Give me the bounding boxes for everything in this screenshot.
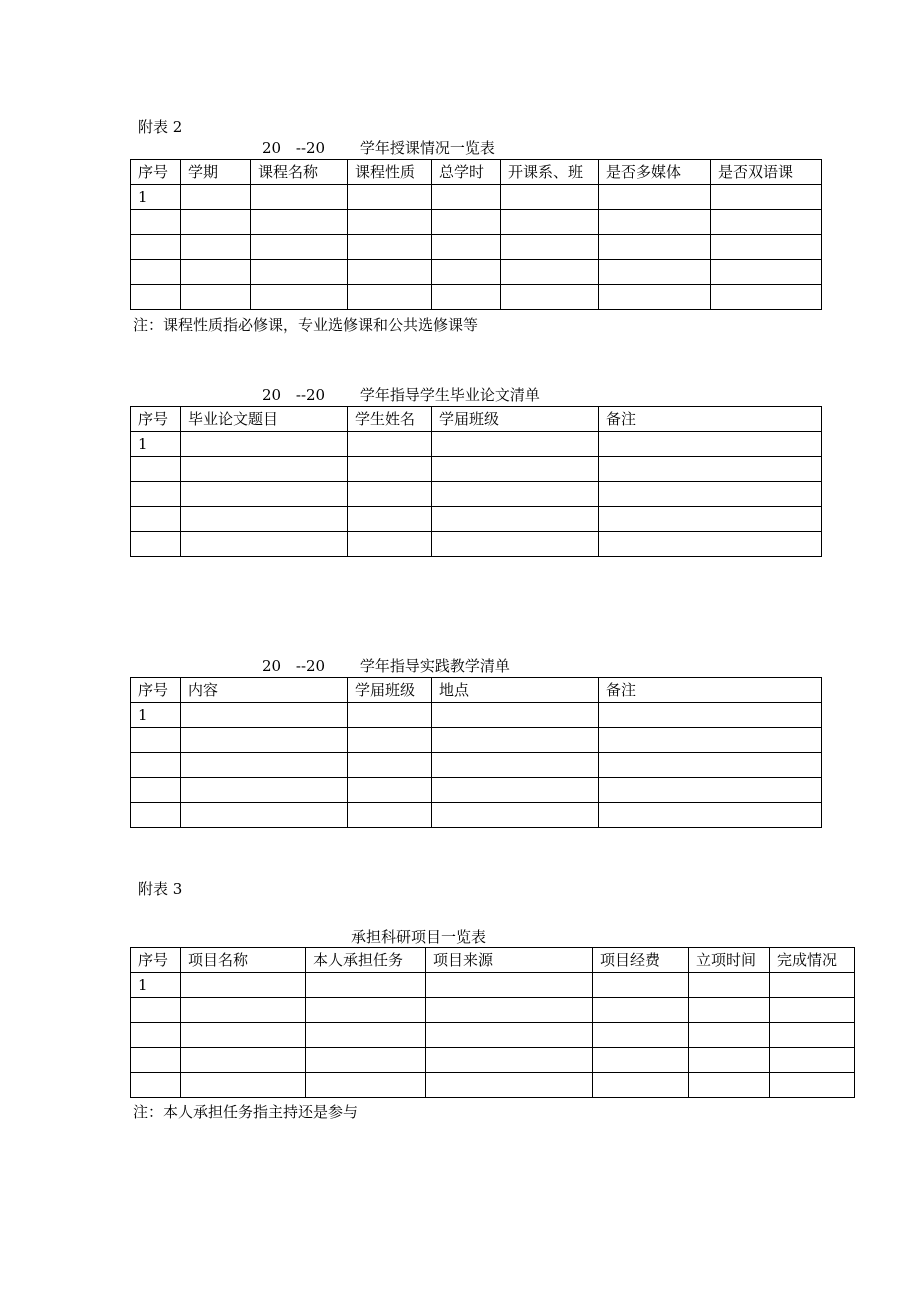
header-cell: 学届班级: [348, 678, 432, 703]
table-cell: [432, 728, 599, 753]
table-cell: [432, 260, 501, 285]
table-row: [131, 728, 822, 753]
table-cell: [770, 1023, 855, 1048]
table3-year-to: --20: [295, 657, 326, 675]
header-cell: 备注: [599, 407, 822, 432]
table-cell: [593, 1073, 689, 1098]
table-cell: [599, 803, 822, 828]
table-cell: [181, 210, 251, 235]
table-cell: [348, 432, 432, 457]
research-table: [130, 947, 855, 1098]
table-cell: [501, 285, 599, 310]
table-cell: [432, 457, 599, 482]
table-cell: [599, 210, 711, 235]
table-cell: [251, 260, 348, 285]
table-cell: [348, 803, 432, 828]
table-cell: [432, 285, 501, 310]
table-cell: [348, 778, 432, 803]
header-cell: 序号: [131, 407, 181, 432]
table-cell: [599, 285, 711, 310]
table4-note: 注：本人承担任务指主持还是参与: [133, 1103, 359, 1121]
table4-title: 承担科研项目一览表: [351, 928, 487, 946]
header-cell: 是否双语课: [711, 160, 822, 185]
table-row: [131, 753, 822, 778]
table-cell: [131, 457, 181, 482]
table-cell: [432, 753, 599, 778]
header-cell: 开课系、班: [501, 160, 599, 185]
table-cell: [251, 285, 348, 310]
table-cell: [181, 260, 251, 285]
table-cell: [599, 457, 822, 482]
table-header-row: [131, 948, 855, 973]
header-cell: 序号: [131, 948, 181, 973]
table-cell: [348, 457, 432, 482]
table-cell: [181, 185, 251, 210]
table-header-row: [131, 160, 822, 185]
table-row: [131, 507, 822, 532]
table-cell: [131, 260, 181, 285]
table-cell: [306, 1023, 426, 1048]
table1-note: 注：课程性质指必修课，专业选修课和公共选修课等: [133, 316, 479, 334]
table2-title: [262, 384, 540, 405]
table-cell: [711, 185, 822, 210]
table-cell: [131, 285, 181, 310]
table-cell: [599, 753, 822, 778]
table-header-row: [131, 407, 822, 432]
table-cell: [181, 432, 348, 457]
table-cell: [348, 507, 432, 532]
table-cell: [501, 185, 599, 210]
table-cell: 1: [131, 185, 181, 210]
header-cell: 完成情况: [770, 948, 855, 973]
table-cell: [432, 432, 599, 457]
table-cell: [593, 1048, 689, 1073]
table-cell: [599, 260, 711, 285]
header-cell: 课程名称: [251, 160, 348, 185]
table-cell: [131, 532, 181, 557]
table-cell: [348, 210, 432, 235]
header-cell: 项目来源: [426, 948, 593, 973]
table-cell: [426, 1023, 593, 1048]
appendix-2-label: 附表 2: [138, 118, 183, 136]
header-cell: 序号: [131, 160, 181, 185]
table-cell: [181, 285, 251, 310]
table-cell: [689, 1048, 770, 1073]
table-cell: [426, 973, 593, 998]
table-row: [131, 1073, 855, 1098]
table-cell: [181, 235, 251, 260]
header-cell: 本人承担任务: [306, 948, 426, 973]
table-row: [131, 1048, 855, 1073]
table-cell: [501, 210, 599, 235]
table-cell: [432, 507, 599, 532]
table-cell: [711, 285, 822, 310]
table-row: [131, 235, 822, 260]
table-cell: [432, 778, 599, 803]
table-cell: [711, 210, 822, 235]
table-cell: [131, 482, 181, 507]
table-row: [131, 285, 822, 310]
table-cell: [131, 753, 181, 778]
table-cell: [599, 185, 711, 210]
table-row: [131, 1023, 855, 1048]
header-cell: 学期: [181, 160, 251, 185]
header-cell: 项目经费: [593, 948, 689, 973]
table-cell: [181, 1073, 306, 1098]
table-cell: [432, 703, 599, 728]
header-cell: 总学时: [432, 160, 501, 185]
header-cell: 学届班级: [432, 407, 599, 432]
table-cell: [181, 507, 348, 532]
table-cell: [432, 235, 501, 260]
table-cell: [432, 803, 599, 828]
table-cell: [131, 210, 181, 235]
table-cell: [348, 185, 432, 210]
table-cell: [348, 532, 432, 557]
table-cell: [599, 482, 822, 507]
table-cell: [131, 507, 181, 532]
table-row: [131, 532, 822, 557]
appendix-3-label: 附表 3: [138, 880, 183, 898]
table-cell: [306, 1048, 426, 1073]
table-cell: [131, 803, 181, 828]
table-cell: [348, 728, 432, 753]
table-cell: [181, 457, 348, 482]
table-cell: [689, 1073, 770, 1098]
header-cell: 内容: [181, 678, 348, 703]
header-cell: 备注: [599, 678, 822, 703]
table-cell: [426, 998, 593, 1023]
table-cell: [181, 973, 306, 998]
table-row: [131, 260, 822, 285]
table-cell: [181, 803, 348, 828]
table2-year-from: 20: [262, 386, 282, 404]
table-cell: [501, 235, 599, 260]
table-cell: [181, 532, 348, 557]
header-cell: 项目名称: [181, 948, 306, 973]
header-cell: 是否多媒体: [599, 160, 711, 185]
table-cell: [181, 1048, 306, 1073]
table-cell: [348, 482, 432, 507]
table-cell: [306, 1073, 426, 1098]
table-cell: [689, 1023, 770, 1048]
table-cell: [181, 1023, 306, 1048]
table-cell: [599, 235, 711, 260]
table1-title: [262, 137, 495, 158]
header-cell: 毕业论文题目: [181, 407, 348, 432]
table-cell: [599, 532, 822, 557]
table3-title-text: 学年指导实践教学清单: [359, 657, 510, 675]
table-cell: [131, 1073, 181, 1098]
table-cell: [131, 1023, 181, 1048]
table-cell: [599, 432, 822, 457]
table-cell: [306, 973, 426, 998]
table-cell: [181, 728, 348, 753]
table-cell: [348, 753, 432, 778]
table-cell: [501, 260, 599, 285]
header-cell: 学生姓名: [348, 407, 432, 432]
table-cell: 1: [131, 703, 181, 728]
table-cell: [593, 998, 689, 1023]
table-cell: [131, 778, 181, 803]
table-cell: [181, 998, 306, 1023]
table-cell: 1: [131, 432, 181, 457]
table-row: [131, 998, 855, 1023]
table-cell: [348, 285, 432, 310]
table-cell: [599, 778, 822, 803]
table-cell: [251, 210, 348, 235]
table-cell: [131, 728, 181, 753]
table-cell: [599, 703, 822, 728]
table-cell: [251, 185, 348, 210]
table3-year-from: 20: [262, 657, 282, 675]
header-cell: 课程性质: [348, 160, 432, 185]
table-cell: [689, 973, 770, 998]
teaching-table: [130, 159, 822, 310]
table-cell: [770, 973, 855, 998]
table-cell: [181, 753, 348, 778]
table-cell: [426, 1073, 593, 1098]
table-cell: [770, 1048, 855, 1073]
table-cell: [599, 728, 822, 753]
table-cell: [711, 235, 822, 260]
table2-title-text: 学年指导学生毕业论文清单: [359, 386, 540, 404]
table-cell: [432, 210, 501, 235]
header-cell: 地点: [432, 678, 599, 703]
table-cell: [181, 778, 348, 803]
table-cell: [181, 703, 348, 728]
table-row: [131, 185, 822, 210]
table-cell: [711, 260, 822, 285]
table-cell: [251, 235, 348, 260]
table-row: [131, 703, 822, 728]
table-header-row: [131, 678, 822, 703]
table-cell: [593, 973, 689, 998]
table-cell: [348, 235, 432, 260]
table-cell: [432, 532, 599, 557]
table-cell: [348, 260, 432, 285]
table2-year-to: --20: [295, 386, 326, 404]
table-cell: [348, 703, 432, 728]
table-cell: [770, 998, 855, 1023]
table-cell: [593, 1023, 689, 1048]
table-cell: [599, 507, 822, 532]
table-cell: [770, 1073, 855, 1098]
header-cell: 序号: [131, 678, 181, 703]
table-row: [131, 973, 855, 998]
table-row: [131, 432, 822, 457]
header-cell: 立项时间: [689, 948, 770, 973]
table-row: [131, 457, 822, 482]
table1-title-text: 学年授课情况一览表: [359, 139, 495, 157]
table-cell: [181, 482, 348, 507]
thesis-table: [130, 406, 822, 557]
table-cell: [432, 185, 501, 210]
table-cell: [131, 235, 181, 260]
table-cell: [689, 998, 770, 1023]
table-cell: [306, 998, 426, 1023]
table-cell: [131, 1048, 181, 1073]
table1-year-from: 20: [262, 139, 282, 157]
table-row: [131, 803, 822, 828]
table-cell: [432, 482, 599, 507]
table-row: [131, 482, 822, 507]
table-cell: [426, 1048, 593, 1073]
table-cell: 1: [131, 973, 181, 998]
table-row: [131, 778, 822, 803]
table-cell: [131, 998, 181, 1023]
practice-table: [130, 677, 822, 828]
table-row: [131, 210, 822, 235]
table1-year-to: --20: [295, 139, 326, 157]
table3-title: [262, 655, 510, 676]
